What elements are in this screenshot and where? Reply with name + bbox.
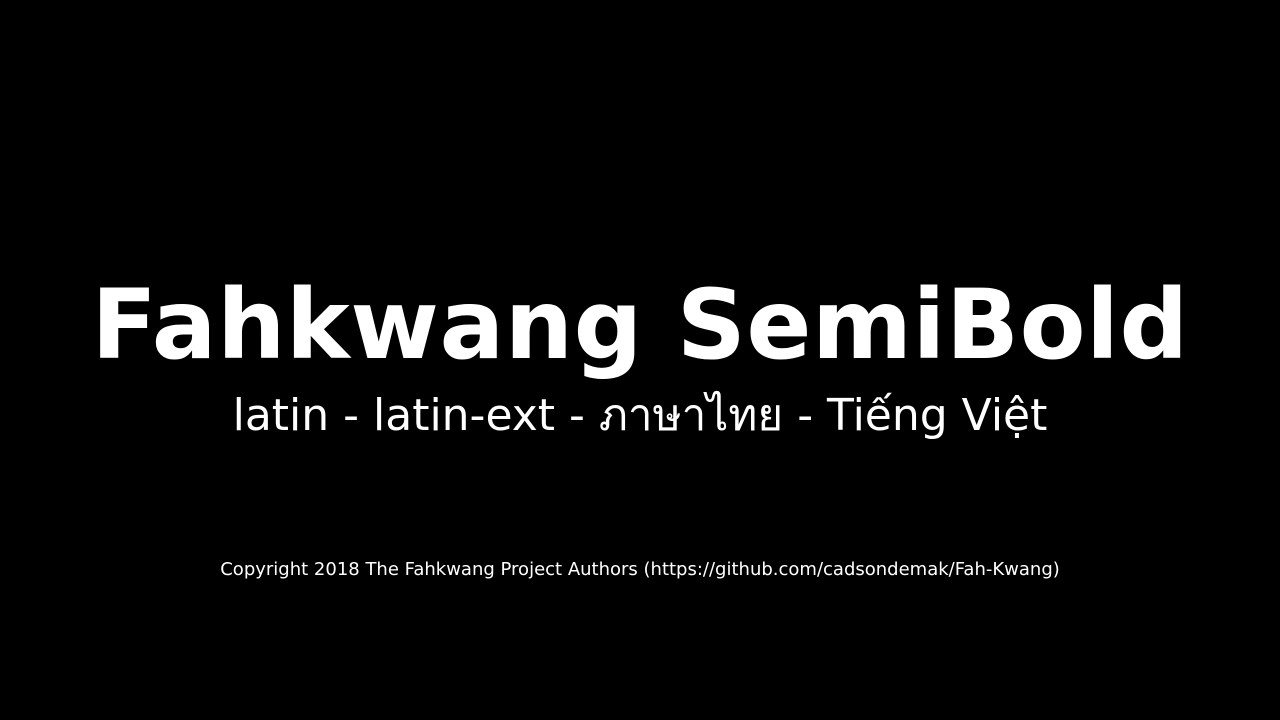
copyright-notice: Copyright 2018 The Fahkwang Project Authors (https://github.com/cadsondemak/Fah-Kwang) bbox=[220, 559, 1060, 580]
supported-scripts-subtitle: latin - latin-ext - ภาษาไทย - Tiếng Việt bbox=[232, 390, 1048, 441]
font-name-title: Fahkwang SemiBold bbox=[91, 269, 1189, 381]
